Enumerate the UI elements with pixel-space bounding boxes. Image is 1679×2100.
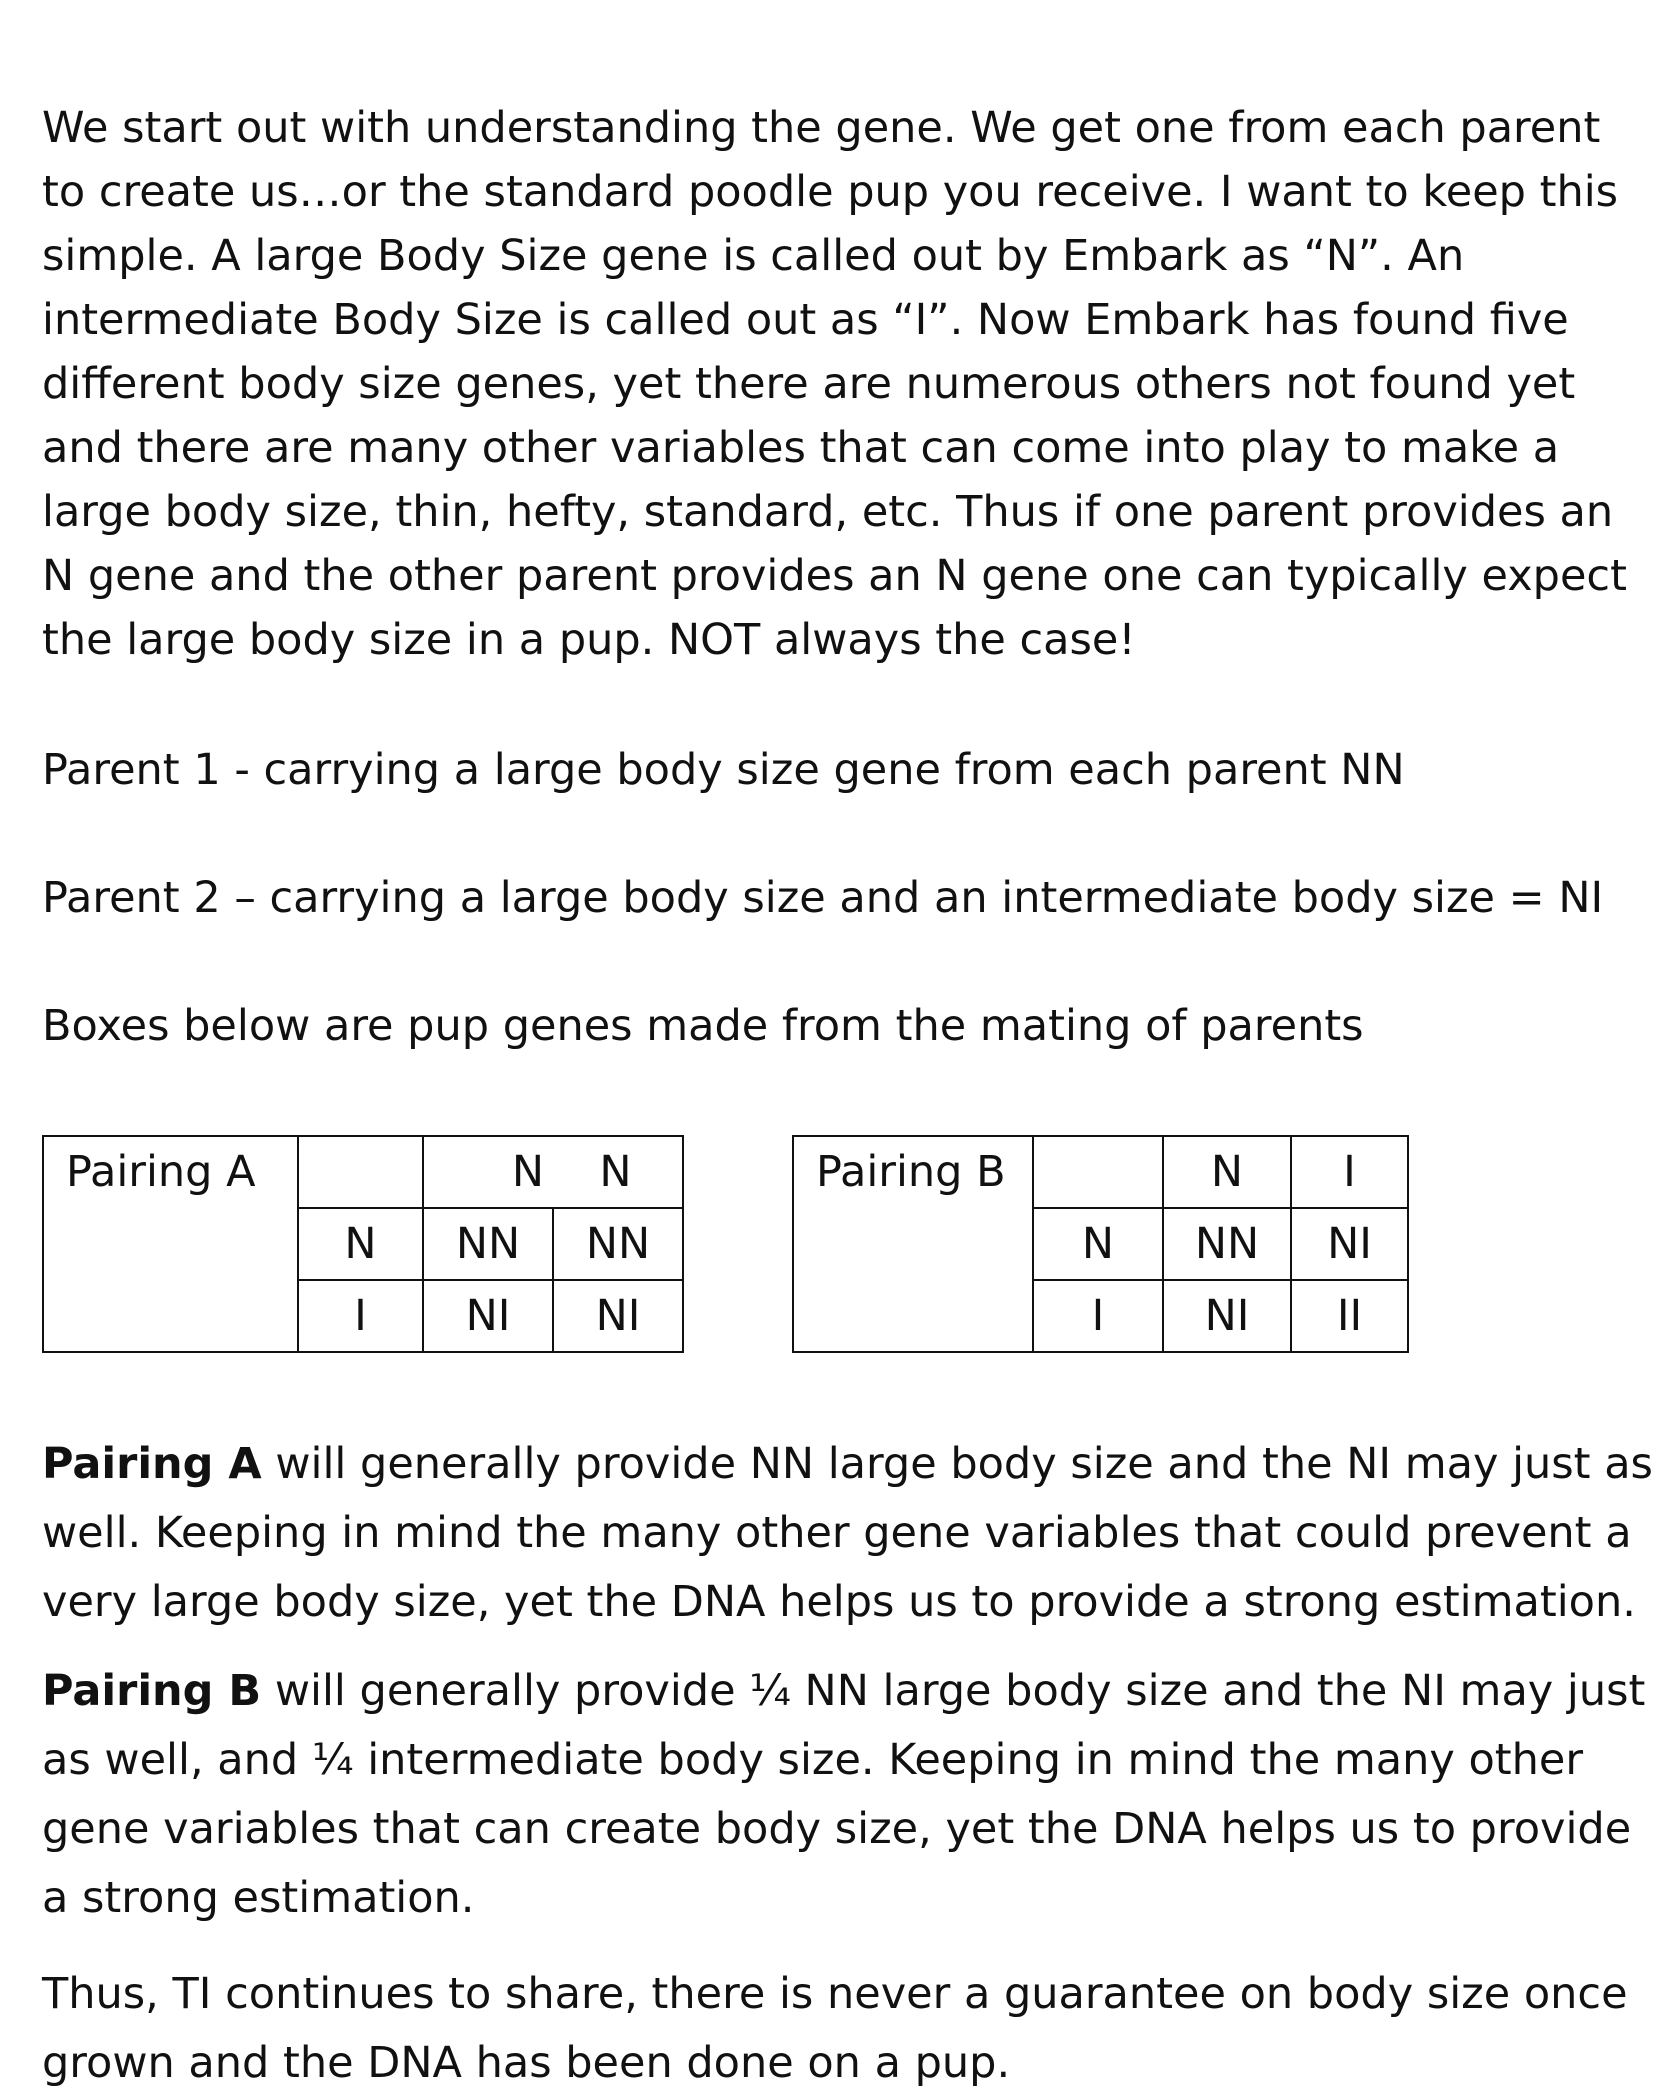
pairing-a-bold-label: Pairing A bbox=[42, 1439, 262, 1489]
punnett-cell: NN bbox=[553, 1208, 683, 1280]
pairing-a-top-allele: N bbox=[511, 1147, 545, 1197]
pairing-b-explanation bbox=[42, 1657, 1645, 1933]
pairing-a-explanation-line: very large body size, yet the DNA helps us to provide a strong estimation. bbox=[42, 1577, 1636, 1627]
intro-line: different body size genes, yet there are numerous others not found yet bbox=[42, 359, 1576, 409]
intro-line: We start out with understanding the gene. We get one from each parent bbox=[42, 103, 1601, 153]
intro-line: intermediate Body Size is called out as “I”. Now Embark has found five bbox=[42, 295, 1569, 345]
punnett-cell: NN bbox=[1163, 1208, 1291, 1280]
intro-line: large body size, thin, hefty, standard, etc. Thus if one parent provides an bbox=[42, 487, 1614, 537]
pairing-a-title: Pairing A bbox=[43, 1136, 298, 1352]
pairing-a-top-alleles bbox=[423, 1136, 683, 1208]
punnett-cell: NI bbox=[553, 1280, 683, 1352]
punnett-cell: NI bbox=[423, 1280, 553, 1352]
pairing-b-top-allele: I bbox=[1291, 1136, 1408, 1208]
intro-line: N gene and the other parent provides an N gene one can typically expect bbox=[42, 551, 1627, 601]
pairing-a-explanation bbox=[42, 1430, 1653, 1637]
pairing-b-side-allele: N bbox=[1033, 1208, 1163, 1280]
intro-line: to create us…or the standard poodle pup you receive. I want to keep this bbox=[42, 167, 1619, 217]
parent2-text: Parent 2 – carrying a large body size and an intermediate body size = NI bbox=[42, 873, 1604, 923]
pairing-a-side-allele: N bbox=[298, 1208, 423, 1280]
intro-line: simple. A large Body Size gene is called out by Embark as “N”. An bbox=[42, 231, 1465, 281]
pairing-b-title: Pairing B bbox=[793, 1136, 1033, 1352]
punnett-square-pairing-a bbox=[42, 1135, 684, 1353]
pairing-b-explanation-line: as well, and ¼ intermediate body size. Keeping in mind the many other bbox=[42, 1735, 1584, 1785]
pairing-b-explanation-line: gene variables that can create body size, yet the DNA helps us to provide bbox=[42, 1804, 1632, 1854]
pairing-b-bold-label: Pairing B bbox=[42, 1666, 262, 1716]
intro-line: and there are many other variables that can come into play to make a bbox=[42, 423, 1560, 473]
conclusion-line: Thus, TI continues to share, there is never a guarantee on body size once bbox=[42, 1969, 1628, 2019]
pairing-b-top-allele: N bbox=[1163, 1136, 1291, 1208]
conclusion-line: grown and the DNA has been done on a pup. bbox=[42, 2038, 1011, 2088]
parent1-text: Parent 1 - carrying a large body size gene from each parent NN bbox=[42, 745, 1405, 795]
boxes-caption: Boxes below are pup genes made from the mating of parents bbox=[42, 1001, 1364, 1051]
pairing-a-text-part: will generally provide NN large body size and the NI may just as bbox=[261, 1439, 1653, 1489]
punnett-cell: II bbox=[1291, 1280, 1408, 1352]
punnett-cell: NN bbox=[423, 1208, 553, 1280]
pairing-b-explanation-line bbox=[42, 1657, 1645, 1726]
conclusion-paragraph bbox=[42, 1960, 1628, 2098]
pairing-b-text-part: will generally provide ¼ NN large body size and the NI may just bbox=[261, 1666, 1646, 1716]
pairing-a-side-allele: I bbox=[298, 1280, 423, 1352]
pairing-a-top-allele: N bbox=[599, 1147, 632, 1197]
pairing-b-explanation-line: a strong estimation. bbox=[42, 1873, 475, 1923]
intro-paragraph bbox=[42, 96, 1627, 672]
intro-line: the large body size in a pup. NOT always the case! bbox=[42, 615, 1136, 665]
pairing-a-explanation-line bbox=[42, 1430, 1653, 1499]
punnett-cell: NI bbox=[1163, 1280, 1291, 1352]
pairing-a-explanation-line: well. Keeping in mind the many other gene variables that could prevent a bbox=[42, 1508, 1632, 1558]
punnett-square-pairing-b bbox=[792, 1135, 1409, 1353]
punnett-cell: NI bbox=[1291, 1208, 1408, 1280]
pairing-b-side-allele: I bbox=[1033, 1280, 1163, 1352]
punnett-corner-cell bbox=[298, 1136, 423, 1208]
punnett-corner-cell bbox=[1033, 1136, 1163, 1208]
